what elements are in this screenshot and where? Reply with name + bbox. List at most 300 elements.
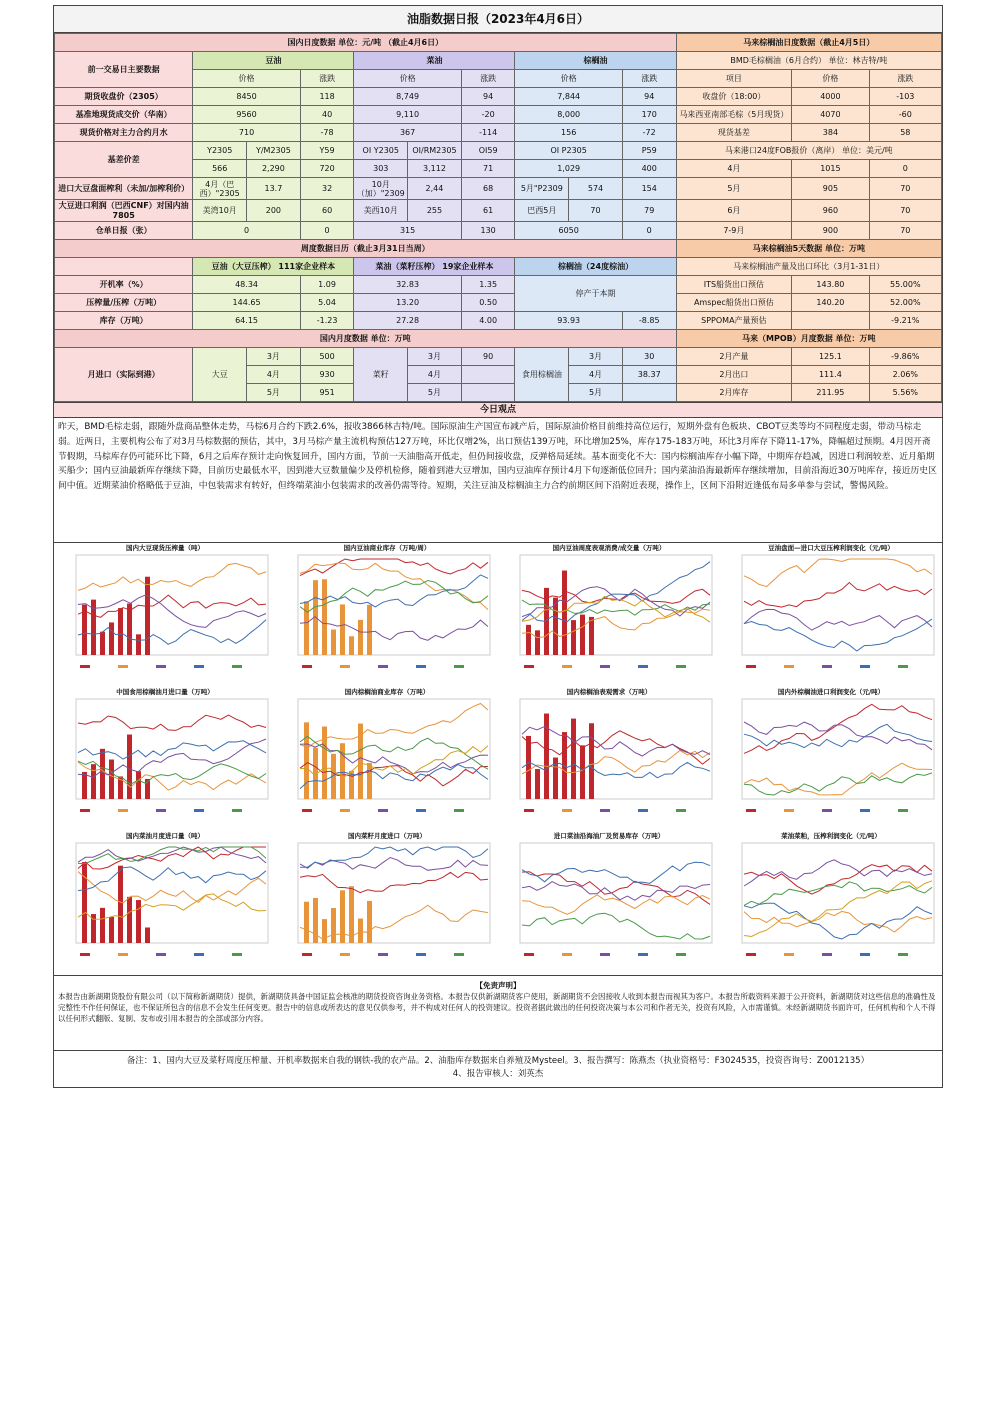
- bar: [331, 630, 336, 655]
- series-line: [522, 609, 710, 638]
- series-line: [744, 881, 932, 937]
- basis-head: OI/RM2305: [408, 142, 462, 160]
- cell: 10月（加）"2309: [354, 178, 408, 200]
- cell: 5.56%: [869, 384, 941, 402]
- legend-swatch: [194, 665, 204, 668]
- chart-plot: [502, 841, 716, 963]
- cell: 951: [300, 384, 354, 402]
- chart-thumbnail: [54, 687, 276, 831]
- cell: 13.7: [247, 178, 301, 200]
- basis-head: Y59: [300, 142, 354, 160]
- cell: 1015: [792, 160, 869, 178]
- series-line: [522, 862, 710, 883]
- cell: 马来西亚南部毛棕（5月现货）: [676, 106, 792, 124]
- chart-plot: [724, 697, 938, 819]
- legend-swatch: [784, 809, 794, 812]
- bar: [349, 886, 354, 943]
- cell: 52.00%: [869, 294, 941, 312]
- cell: 400: [622, 160, 676, 178]
- cell: 4月: [676, 160, 792, 178]
- rapeseed-label: 菜籽: [354, 348, 408, 402]
- mpob-header: 马来（MPOB）月度数据 单位：万吨: [676, 330, 941, 348]
- cell: 收盘价（18:00）: [676, 88, 792, 106]
- cell: -60: [869, 106, 941, 124]
- chart-title: 国内豆油周度表观消费/成交量（万吨）: [552, 544, 666, 552]
- cell: 32: [300, 178, 354, 200]
- cell: 1,029: [515, 160, 622, 178]
- soybean-oil-header: 豆油: [193, 52, 354, 70]
- legend-swatch: [454, 809, 464, 812]
- series-line: [78, 894, 266, 919]
- cell: -78: [300, 124, 354, 142]
- series-line: [522, 731, 710, 764]
- series-line: [300, 905, 488, 939]
- chart-plot: [280, 553, 494, 675]
- weekly-header: 周度数据日历（截止3月31日当周）: [55, 240, 677, 258]
- cell: 960: [792, 200, 869, 222]
- bar: [349, 636, 354, 655]
- legend-swatch: [302, 953, 312, 956]
- series-line: [300, 704, 488, 748]
- cell: 315: [354, 222, 461, 240]
- chart-title: 国内外棕榈油进口利润变化（元/吨）: [777, 688, 885, 696]
- series-line: [78, 595, 266, 628]
- bar: [358, 620, 363, 655]
- legend-swatch: [562, 665, 572, 668]
- cell: -9.21%: [869, 312, 941, 330]
- cell: 118: [300, 88, 354, 106]
- bar: [367, 901, 372, 943]
- series-line: [522, 895, 710, 915]
- legend-swatch: [416, 953, 426, 956]
- cell: 156: [515, 124, 622, 142]
- cell: 94: [461, 88, 515, 106]
- cell: 93.93: [515, 312, 622, 330]
- row-label: 开机率（%）: [55, 276, 193, 294]
- plot-frame: [742, 843, 934, 943]
- legend-swatch: [302, 665, 312, 668]
- cell: ITS船货出口预估: [676, 276, 792, 294]
- legend-swatch: [676, 665, 686, 668]
- row-label: 库存（万吨）: [55, 312, 193, 330]
- bar: [304, 902, 309, 943]
- series-line: [78, 595, 266, 617]
- legend-swatch: [562, 953, 572, 956]
- cell: 40: [300, 106, 354, 124]
- legend-swatch: [898, 809, 908, 812]
- cell: 71: [461, 160, 515, 178]
- bean-sample-header: 豆油（大豆压榨） 111家企业样本: [193, 258, 354, 276]
- series-line: [522, 750, 710, 774]
- bar: [82, 862, 87, 943]
- cell: 7,844: [515, 88, 622, 106]
- legend-swatch: [746, 809, 756, 812]
- legend-swatch: [378, 953, 388, 956]
- my-5day-header: 马来棕榈油5天数据 单位：万吨: [676, 240, 941, 258]
- cell: 32.83: [354, 276, 461, 294]
- series-line: [744, 583, 932, 608]
- cell: 7-9月: [676, 222, 792, 240]
- chart-title: 国内豆油商业库存（万吨/周）: [343, 544, 431, 552]
- fob-header: 马来港口24度FOB报价（离岸） 单位：美元/吨: [676, 142, 941, 160]
- chart-plot: [58, 841, 272, 963]
- my-col-chg: 涨跌: [869, 70, 941, 88]
- cell: 79: [622, 200, 676, 222]
- series-line: [78, 739, 266, 777]
- series-line: [522, 562, 710, 622]
- legend-swatch: [822, 665, 832, 668]
- cell: 90: [461, 348, 515, 366]
- legend-swatch: [118, 809, 128, 812]
- bar: [145, 577, 150, 655]
- legend-swatch: [340, 809, 350, 812]
- row-label: 仓单日报（张）: [55, 222, 193, 240]
- bar: [313, 898, 318, 943]
- legend-swatch: [562, 809, 572, 812]
- cell: -9.86%: [869, 348, 941, 366]
- cell: 0: [300, 222, 354, 240]
- cell: 6月: [676, 200, 792, 222]
- bar: [340, 890, 345, 943]
- bar: [118, 866, 123, 943]
- chart-plot: [58, 553, 272, 675]
- series-line: [300, 736, 488, 769]
- cell: [792, 312, 869, 330]
- legend-swatch: [638, 953, 648, 956]
- legend-swatch: [80, 953, 90, 956]
- cell: 3,112: [408, 160, 462, 178]
- cell: 255: [408, 200, 462, 222]
- domestic-daily-header: 国内日度数据 单位：元/吨 （截止4月6日）: [55, 34, 677, 52]
- legend-swatch: [340, 953, 350, 956]
- cell: 500: [300, 348, 354, 366]
- legend-swatch: [822, 809, 832, 812]
- cell: 5月"P2309: [515, 178, 569, 200]
- legend-swatch: [676, 953, 686, 956]
- bar: [367, 763, 372, 799]
- bar: [127, 604, 132, 655]
- cell: Amspec船货出口预估: [676, 294, 792, 312]
- cell: 美西10月: [354, 200, 408, 222]
- series-line: [300, 872, 488, 892]
- cell: 8,000: [515, 106, 622, 124]
- chart-thumbnail: [276, 687, 498, 831]
- legend-swatch: [822, 953, 832, 956]
- report-title: 油脂数据日报（2023年4月6日）: [54, 6, 942, 33]
- legend-swatch: [156, 953, 166, 956]
- legend-swatch: [80, 665, 90, 668]
- palm-oil-header: 棕榈油: [515, 52, 676, 70]
- daily-data-table: [54, 33, 942, 402]
- cell: 1.35: [461, 276, 515, 294]
- bar: [304, 601, 309, 655]
- bar: [118, 608, 123, 655]
- cell: 125.1: [792, 348, 869, 366]
- cell: 55.00%: [869, 276, 941, 294]
- cell: [461, 384, 515, 402]
- cell: 720: [300, 160, 354, 178]
- bar: [322, 727, 327, 799]
- bar: [100, 632, 105, 655]
- bar: [145, 927, 150, 943]
- palm-label: 食用棕榈油: [515, 348, 569, 402]
- basis-head: OI59: [461, 142, 515, 160]
- cell: 5.04: [300, 294, 354, 312]
- basis-head: P59: [622, 142, 676, 160]
- cell: [622, 384, 676, 402]
- bar: [322, 579, 327, 655]
- view-title: 今日观点: [54, 402, 942, 418]
- bar: [589, 617, 594, 655]
- disclaimer-text: 本报告由新湖期货股份有限公司（以下简称新湖期货）提供，新湖期货具备中国证监会核准的期货投资咨询业务资格。本报告仅供新湖期货客户使用，新湖期货不会因接收人收到本报告而视其为客户。本报告所载资料来源于公开资料，新湖期货对这些信息的准确性及完整性不作任何保证，也不保证所包含的信息不会发生任何变更。报告中的信息或所表达的意见仅供参考，并不构成对任何人的投资建议。投资者据此做出的任何投资决策与本公司和作者无关，投资有风险，入市需谨慎。未经新湖期货书面许可，任何机构和个人不得以任何形式翻版、复制、发布或引用本报告的全部或部分内容。: [58, 992, 936, 1023]
- chart-title: 中国食用棕榈油月进口量（万吨）: [116, 688, 214, 696]
- series-line: [78, 620, 266, 645]
- cell: 0: [869, 160, 941, 178]
- chart-plot: [280, 841, 494, 963]
- cell: 巴西5月: [515, 200, 569, 222]
- bar: [526, 736, 531, 799]
- cell: 60: [300, 200, 354, 222]
- bmd-header: BMD毛棕榈油（6月合约） 单位：林吉特/吨: [676, 52, 941, 70]
- cell: 70: [569, 200, 623, 222]
- legend-swatch: [156, 665, 166, 668]
- bar: [367, 605, 372, 655]
- series-line: [744, 609, 932, 630]
- cell: -8.85: [622, 312, 676, 330]
- cell: 5月: [247, 384, 301, 402]
- cell: [461, 366, 515, 384]
- chart-thumbnail: [720, 831, 942, 975]
- legend-swatch: [898, 953, 908, 956]
- cell: 70: [869, 222, 941, 240]
- cell: 384: [792, 124, 869, 142]
- chart-plot: [280, 697, 494, 819]
- cell: 58: [869, 124, 941, 142]
- soybean-label: 大豆: [193, 348, 247, 402]
- series-line: [78, 563, 266, 590]
- cell: 4000: [792, 88, 869, 106]
- cell: 5月: [676, 178, 792, 200]
- chart-plot: [724, 841, 938, 963]
- series-line: [300, 858, 488, 871]
- series-line: [78, 715, 266, 730]
- cell: 2月出口: [676, 366, 792, 384]
- monthly-header: 国内月度数据 单位：万吨: [55, 330, 677, 348]
- chart-thumbnail: [720, 687, 942, 831]
- legend-swatch: [746, 665, 756, 668]
- series-line: [744, 773, 932, 795]
- legend-swatch: [118, 953, 128, 956]
- basis-head: OI P2305: [515, 142, 622, 160]
- series-line: [78, 762, 266, 790]
- cell: 4月: [408, 366, 462, 384]
- series-line: [522, 762, 710, 778]
- legend-swatch: [194, 809, 204, 812]
- legend-swatch: [80, 809, 90, 812]
- view-text: 昨天，BMD毛棕走弱，跟随外盘商品整体走势，马棕6月合约下跌2.6%，报收3866林吉特/吨。国际原油生产国宣布减产后，国际原油价格目前维持高位运行，短期外盘有色板块、CBOT豆类等均不同程度走弱，带动马棕走弱。近两日，主要机构公布了对3月马棕数据的预估，其中，3月马棕产量主流机构预估127万吨，环比仅增2%，出口预估139万吨，环比增加25%，库存175-183万吨，环比3月库存下降11-17%，降幅超过预期。4月因开斋节假期，马棕库存仍可能环比下降，6月之后库存预计走向恢复回升，国内方面，节前一天油脂高开低走，但仍间接收盘，反弹格局延续。基本面变化不大：国内棕榈油库存小幅下降，中期库存趋减，因进口利润较差、近月船期买船少；国内豆油最新库存继续下降，目前历史最低水平，因到港大豆数量偏少及停机检修，随着到港大豆增加，国内豆油库存预计4月下旬逐渐低位回升；国内菜油沿海最新库存继续增加，目前沿海近30万吨库存，接近历史区间中值。近期菜油价格略低于豆油，中包装需求有转好，但终端菜油小包装需求的改善仍需等待。短期，关注豆油及棕榈油主力合约前期区间下沿附近表现，操作上，区间下沿附近逢低布局多单参与尝试，警惕风险。: [58, 422, 937, 492]
- cell: 1.09: [300, 276, 354, 294]
- bar: [340, 604, 345, 655]
- palm-sample-header: 棕榈油（24度棕油）: [515, 258, 676, 276]
- legend-swatch: [600, 665, 610, 668]
- series-line: [744, 619, 932, 651]
- legend-swatch: [232, 953, 242, 956]
- legend-swatch: [860, 665, 870, 668]
- legend-swatch: [600, 809, 610, 812]
- cell: 170: [622, 106, 676, 124]
- legend-swatch: [340, 665, 350, 668]
- bar: [109, 622, 114, 655]
- price-col: 价格: [515, 70, 622, 88]
- legend-swatch: [454, 665, 464, 668]
- bar: [571, 620, 576, 655]
- cell: 2月库存: [676, 384, 792, 402]
- legend-swatch: [898, 665, 908, 668]
- cell: 905: [792, 178, 869, 200]
- cell: 94: [622, 88, 676, 106]
- bar: [589, 723, 594, 799]
- row-label-header: 前一交易日主要数据: [55, 52, 193, 88]
- cell: 211.95: [792, 384, 869, 402]
- series-line: [744, 865, 932, 894]
- cell: -1.23: [300, 312, 354, 330]
- cell: 154: [622, 178, 676, 200]
- bar: [127, 735, 132, 799]
- my-col-item: 项目: [676, 70, 792, 88]
- cell: 2月产量: [676, 348, 792, 366]
- cell: 64.15: [193, 312, 300, 330]
- bar: [100, 908, 105, 943]
- basis-head: OI Y2305: [354, 142, 408, 160]
- bar: [331, 908, 336, 943]
- legend-swatch: [860, 809, 870, 812]
- bar: [535, 769, 540, 799]
- legend-swatch: [784, 953, 794, 956]
- series-line: [744, 911, 932, 932]
- price-col: 价格: [193, 70, 300, 88]
- my-export-header: 马来棕榈油产量及出口环比（3月1-31日）: [676, 258, 941, 276]
- chart-title: 菜油菜粕，压榨利润变化（元/吨）: [781, 832, 881, 840]
- bar: [82, 772, 87, 799]
- row-label: 现货价格对主力合约月水: [55, 124, 193, 142]
- legend-swatch: [638, 809, 648, 812]
- row-label: 月进口（实际到港）: [55, 348, 193, 402]
- legend-swatch: [676, 809, 686, 812]
- cell: 710: [193, 124, 300, 142]
- chart-thumbnail: [498, 687, 720, 831]
- series-line: [522, 589, 710, 603]
- series-line: [522, 587, 710, 621]
- bar: [580, 615, 585, 655]
- bar: [553, 598, 558, 655]
- chart-thumbnail: [54, 543, 276, 687]
- row-label: 大豆进口利润（巴西CNF）对国内油7805: [55, 200, 193, 222]
- series-line: [300, 581, 488, 613]
- bar: [571, 719, 576, 799]
- blank-cell: [55, 258, 193, 276]
- legend-swatch: [302, 809, 312, 812]
- row-label: 基差价差: [55, 142, 193, 178]
- chart-plot: [502, 553, 716, 675]
- cell: SPPOMA产量预估: [676, 312, 792, 330]
- chart-title: 国内棕榈油表观需求（万吨）: [566, 688, 652, 696]
- bar: [580, 745, 585, 799]
- cell: 9560: [193, 106, 300, 124]
- bar: [136, 634, 141, 655]
- cell: 0: [193, 222, 300, 240]
- legend-swatch: [524, 665, 534, 668]
- cell: 8,749: [354, 88, 461, 106]
- chart-thumbnail: [54, 831, 276, 975]
- cell: 6050: [515, 222, 622, 240]
- chart-thumbnail: [498, 831, 720, 975]
- bar: [127, 897, 132, 943]
- chart-title: 国内菜籽月度进口（万吨）: [348, 832, 426, 840]
- row-label: 压榨量/压榨（万吨）: [55, 294, 193, 312]
- cell: 27.28: [354, 312, 461, 330]
- chart-thumbnail: [498, 543, 720, 687]
- series-line: [300, 559, 488, 576]
- legend-swatch: [454, 953, 464, 956]
- bar: [535, 630, 540, 655]
- cell: 48.34: [193, 276, 300, 294]
- chart-title: 国内大豆现货压榨量（吨）: [126, 544, 204, 552]
- legend-swatch: [860, 953, 870, 956]
- row-label: 基准地现货成交价（华南）: [55, 106, 193, 124]
- chart-thumbnail: [276, 831, 498, 975]
- cell: 4.00: [461, 312, 515, 330]
- series-line: [300, 847, 488, 867]
- cell: 3月: [247, 348, 301, 366]
- cell: 38.37: [622, 366, 676, 384]
- report-page: [53, 5, 943, 1088]
- legend-swatch: [638, 665, 648, 668]
- cell: 70: [869, 178, 941, 200]
- cell: 574: [569, 178, 623, 200]
- chart-thumbnail: [720, 543, 942, 687]
- cell: 61: [461, 200, 515, 222]
- chart-title: 豆油盘面—进口大豆压榨利润变化（元/吨）: [768, 544, 894, 552]
- cell: 367: [354, 124, 461, 142]
- cell: 2,290: [247, 160, 301, 178]
- cell: 140.20: [792, 294, 869, 312]
- chart-plot: [724, 553, 938, 675]
- legend-swatch: [378, 809, 388, 812]
- cell: 美湾10月: [193, 200, 247, 222]
- chart-thumbnail: [276, 543, 498, 687]
- legend-swatch: [416, 809, 426, 812]
- chart-title: 国内菜油月度进口量（吨）: [126, 832, 204, 840]
- cell: -103: [869, 88, 941, 106]
- cell: 111.4: [792, 366, 869, 384]
- cell: 4月（巴西）"2305: [193, 178, 247, 200]
- cell: 144.65: [193, 294, 300, 312]
- disclaimer-title: 【免责声明】: [475, 981, 521, 990]
- cell: -20: [461, 106, 515, 124]
- bar: [136, 900, 141, 943]
- legend-swatch: [746, 953, 756, 956]
- cell: 566: [193, 160, 247, 178]
- legend-swatch: [156, 809, 166, 812]
- cell: 3月: [408, 348, 462, 366]
- price-col: 价格: [354, 70, 461, 88]
- cell: 2,44: [408, 178, 462, 200]
- palm-note: 停产于本期: [515, 276, 676, 312]
- cell: 143.80: [792, 276, 869, 294]
- chart-plot: [502, 697, 716, 819]
- chart-title: 进口菜油沿海油厂及贸易库存（万吨）: [553, 832, 665, 840]
- bar: [562, 571, 567, 655]
